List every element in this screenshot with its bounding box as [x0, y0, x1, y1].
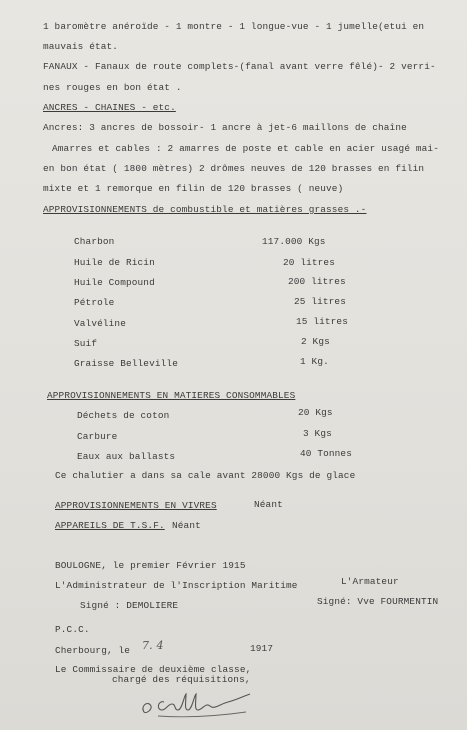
consumable-item-qty: 20 Kgs [298, 407, 333, 418]
consumable-item-qty: 3 Kgs [303, 428, 332, 439]
amarres-line-3: mixte et 1 remorque en filin de 120 brasses ( neuve) [43, 183, 344, 194]
vivres-value: Néant [254, 499, 283, 510]
administrator-line: L'Administrateur de l'Inscription Maritime [55, 580, 298, 591]
equipment-line-1: 1 baromètre anéroïde - 1 montre - 1 longue-vue - 1 jumelle(etui en [43, 21, 425, 32]
fuel-item-name: Charbon [74, 236, 115, 247]
pcc-line: P.C.C. [55, 624, 90, 635]
consumable-item-name: Déchets de coton [77, 410, 170, 421]
tsf-value: Néant [172, 520, 201, 531]
consumable-item-qty: 40 Tonnes [300, 448, 352, 459]
commissaire-line-1: Le Commissaire de deuxième classe, [55, 664, 252, 675]
fuel-item-qty: 2 Kgs [301, 336, 330, 347]
amarres-line-2: en bon état ( 1800 mètres) 2 drômes neuves de 120 brasses en filin [43, 163, 425, 174]
cherbourg-prefix: Cherbourg, le [55, 645, 131, 656]
fuel-item-name: Suif [74, 338, 98, 349]
fuel-item-name: Graisse Belleville [74, 358, 178, 369]
handwritten-signature [138, 686, 258, 722]
equipment-line-2: mauvais état. [43, 41, 119, 52]
cherbourg-year: 1917 [250, 643, 274, 654]
consumables-heading: APPROVISIONNEMENTS EN MATIERES CONSOMMABLES [47, 390, 296, 401]
fuel-item-name: Huile Compound [74, 277, 155, 288]
date-line: BOULOGNE, le premier Février 1915 [55, 560, 246, 571]
trawler-ice-line: Ce chalutier a dans sa cale avant 28000 Kgs de glace [55, 470, 356, 481]
tsf-heading: APPAREILS DE T.S.F. [55, 520, 165, 531]
fuel-item-qty: 1 Kg. [300, 356, 329, 367]
fuel-item-qty: 25 litres [294, 296, 346, 307]
fuel-item-qty: 117.000 Kgs [262, 236, 326, 247]
fanaux-line-1: FANAUX - Fanaux de route complets-(fanal avant verre fêlé)- 2 verri- [43, 61, 436, 72]
commissaire-line-2: chargé des réquisitions, [112, 674, 251, 685]
fuel-item-qty: 15 litres [296, 316, 348, 327]
cherbourg-handwritten-date: 7. 4 [142, 639, 164, 652]
fuel-item-qty: 20 litres [283, 257, 335, 268]
combustible-heading: APPROVISIONNEMENTS de combustible et matières grasses .- [43, 204, 367, 215]
ancres-line: Ancres: 3 ancres de bossoir- 1 ancre à jet-6 maillons de chaîne [43, 122, 407, 133]
signed-armateur: Signé: Vve FOURMENTIN [317, 596, 439, 607]
signed-administrator: Signé : DEMOLIERE [80, 600, 179, 611]
consumable-item-name: Eaux aux ballasts [77, 451, 176, 462]
armateur-line: L'Armateur [341, 576, 399, 587]
fuel-item-name: Huile de Ricin [74, 257, 155, 268]
fanaux-line-2: nes rouges en bon état . [43, 82, 182, 93]
vivres-heading: APPROVISIONNEMENTS EN VIVRES [55, 500, 217, 511]
amarres-line-1: Amarres et cables : 2 amarres de poste et cable en acier usagé mai- [52, 143, 439, 154]
fuel-item-qty: 200 litres [288, 276, 346, 287]
fuel-item-name: Valvéline [74, 318, 126, 329]
consumable-item-name: Carbure [77, 431, 118, 442]
ancres-heading: ANCRES - CHAINES - etc. [43, 102, 176, 113]
fuel-item-name: Pétrole [74, 297, 115, 308]
